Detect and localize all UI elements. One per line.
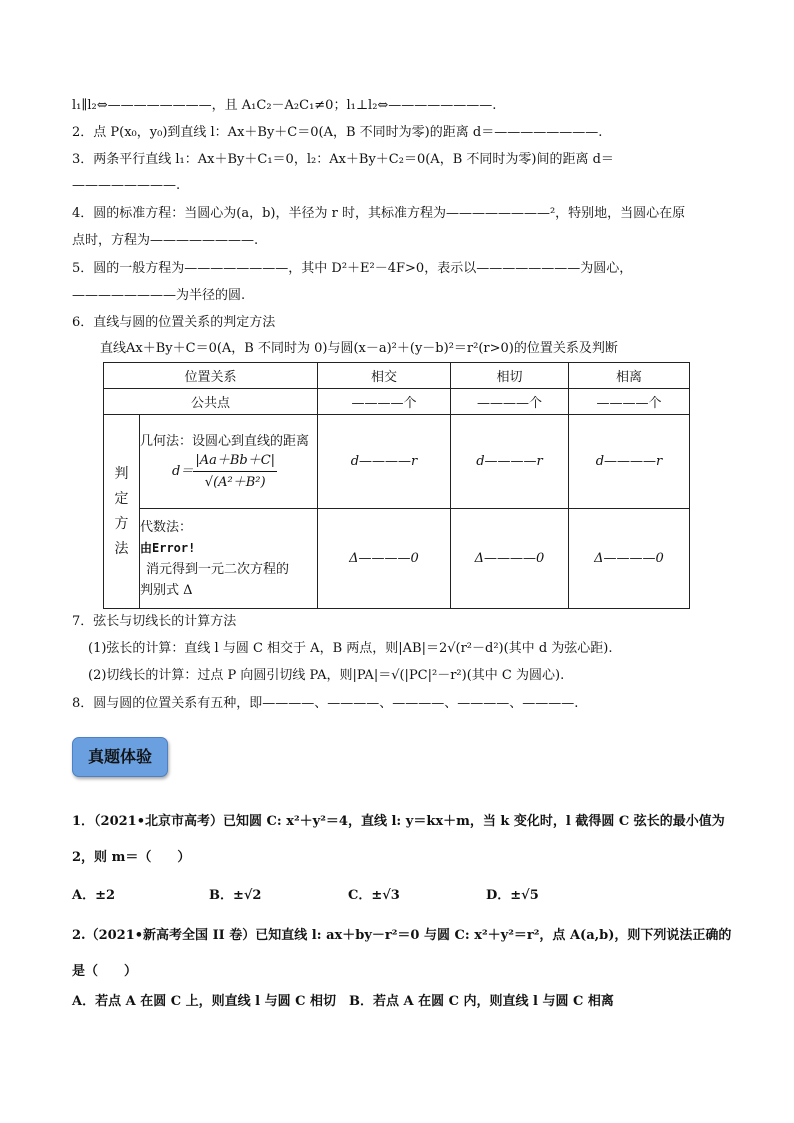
geo-cell-separate (569, 415, 690, 509)
list-line-7b: (2)切线长的计算：过点 P 向圆引切线 PA，则|PA|＝√(|PC|²－r²)(其中 C 为圆心). (88, 668, 565, 683)
common-cell-tangent: ————个 (451, 389, 569, 415)
alg-cell-tangent-text: Δ————0 (474, 551, 545, 566)
geo-cell-separate-text: d————r (595, 454, 663, 469)
q2-stem-line-1: 2.（2021•新高考全国 II 卷）已知直线 l: ax＋by－r²＝0 与圆 C: x²＋y²＝r²，点 A(a,b)，则下列说法正确的 (72, 928, 732, 943)
q1-option-a: A．±2 (72, 888, 116, 903)
q2-stem-line-2: 是（ ） (72, 964, 138, 979)
formula-fraction (193, 450, 277, 493)
q1-option-b: B．±√2 (209, 888, 262, 903)
list-line-8: 8．圆与圆的位置关系有五种，即————、————、————、————、————. (72, 696, 579, 711)
header-separate: 相离 (569, 363, 690, 389)
common-cell-separate: ————个 (569, 389, 690, 415)
alg-cell-separate (569, 509, 690, 609)
table-row-common (104, 389, 690, 415)
formula-lhs: d＝ (172, 463, 194, 479)
algebraic-line-1: 代数法： (140, 519, 193, 535)
list-line-3a: 3．两条平行直线 l₁：Ax＋By＋C₁＝0，l₂：Ax＋By＋C₂＝0(A，B 不同时为零)间的距离 d＝ (72, 152, 614, 167)
list-line-3b: ————————. (72, 178, 181, 193)
list-line-4b: 点时，方程为————————. (72, 233, 259, 248)
algebraic-line-3: 消元得到一元二次方程的 (146, 561, 290, 577)
algebraic-line-4: 判别式 Δ (140, 582, 193, 598)
list-line-2: 2．点 P(x₀，y₀)到直线 l：Ax＋By＋C＝0(A，B 不同时为零)的距离 d＝————————. (72, 125, 603, 140)
geo-cell-tangent (451, 415, 569, 509)
header-tangent: 相切 (451, 363, 569, 389)
alg-cell-intersect-text: Δ————0 (349, 551, 419, 566)
judge-method-text: 判定方法 (114, 465, 129, 557)
q1-stem-line-1: 1．（2021•北京市高考）已知圆 C: x²＋y²＝4，直线 l: y＝kx＋m，当 k 变化时，l 截得圆 C 弦长的最小值为 (72, 814, 725, 829)
common-point-label: 公共点 (104, 389, 318, 415)
alg-cell-intersect (318, 509, 451, 609)
distance-formula (140, 450, 317, 493)
list-line-7: 7．弦长与切线长的计算方法 (72, 614, 237, 629)
table-row-geometric (104, 415, 690, 509)
list-line-7a: (1)弦长的计算：直线 l 与圆 C 相交于 A，B 两点，则|AB|＝2√(r²－d²)(其中 d 为弦心距). (88, 641, 613, 656)
list-line-5b: ————————为半径的圆. (72, 288, 246, 303)
common-cell-intersect: ————个 (318, 389, 451, 415)
geo-cell-intersect-text: d————r (350, 454, 418, 469)
q1-stem-line-2: 2，则 m＝（ ） (72, 850, 191, 865)
header-relation: 位置关系 (104, 363, 318, 389)
header-intersect: 相交 (318, 363, 451, 389)
list-line-6-sub: 直线Ax＋By＋C＝0(A，B 不同时为 0)与圆(x－a)²＋(y－b)²＝r²(r>0)的位置关系及判断 (100, 341, 618, 356)
table-row-algebraic (104, 509, 690, 609)
geo-cell-tangent-text: d————r (476, 454, 543, 469)
list-line-1: l₁∥l₂⇔————————，且 A₁C₂－A₂C₁≠0；l₁⊥l₂⇔————————. (72, 98, 497, 113)
q1-option-c: C．±√3 (348, 888, 400, 903)
formula-numerator: |Aa＋Bb＋C| (193, 450, 277, 472)
section-badge: 真题体验 (72, 737, 168, 777)
q2-options-ab: A．若点 A 在圆 C 上，则直线 l 与圆 C 相切 B．若点 A 在圆 C 内，则直线 l 与圆 C 相离 (72, 994, 614, 1009)
alg-cell-separate-text: Δ————0 (594, 551, 664, 566)
algebraic-line-2: 由Error! (140, 540, 196, 555)
alg-cell-tangent (451, 509, 569, 609)
list-line-4a: 4．圆的标准方程：当圆心为(a，b)，半径为 r 时，其标准方程为————————²，特别地，当圆心在原 (72, 206, 686, 221)
formula-denominator: √(A²＋B²) (204, 474, 266, 490)
geo-cell-intersect (318, 415, 451, 509)
table-header-row (104, 363, 690, 389)
list-line-6: 6．直线与圆的位置关系的判定方法 (72, 315, 276, 330)
algebraic-method-cell (140, 509, 318, 609)
q1-option-d: D．±√5 (486, 888, 539, 903)
judge-method-label (104, 415, 140, 609)
geometric-method-cell (140, 415, 318, 509)
list-line-5a: 5．圆的一般方程为————————，其中 D²＋E²－4F>0，表示以————————为圆心， (72, 261, 633, 276)
geometric-method-text: 几何法：设圆心到直线的距离 (140, 433, 310, 449)
judge-table (103, 362, 690, 609)
